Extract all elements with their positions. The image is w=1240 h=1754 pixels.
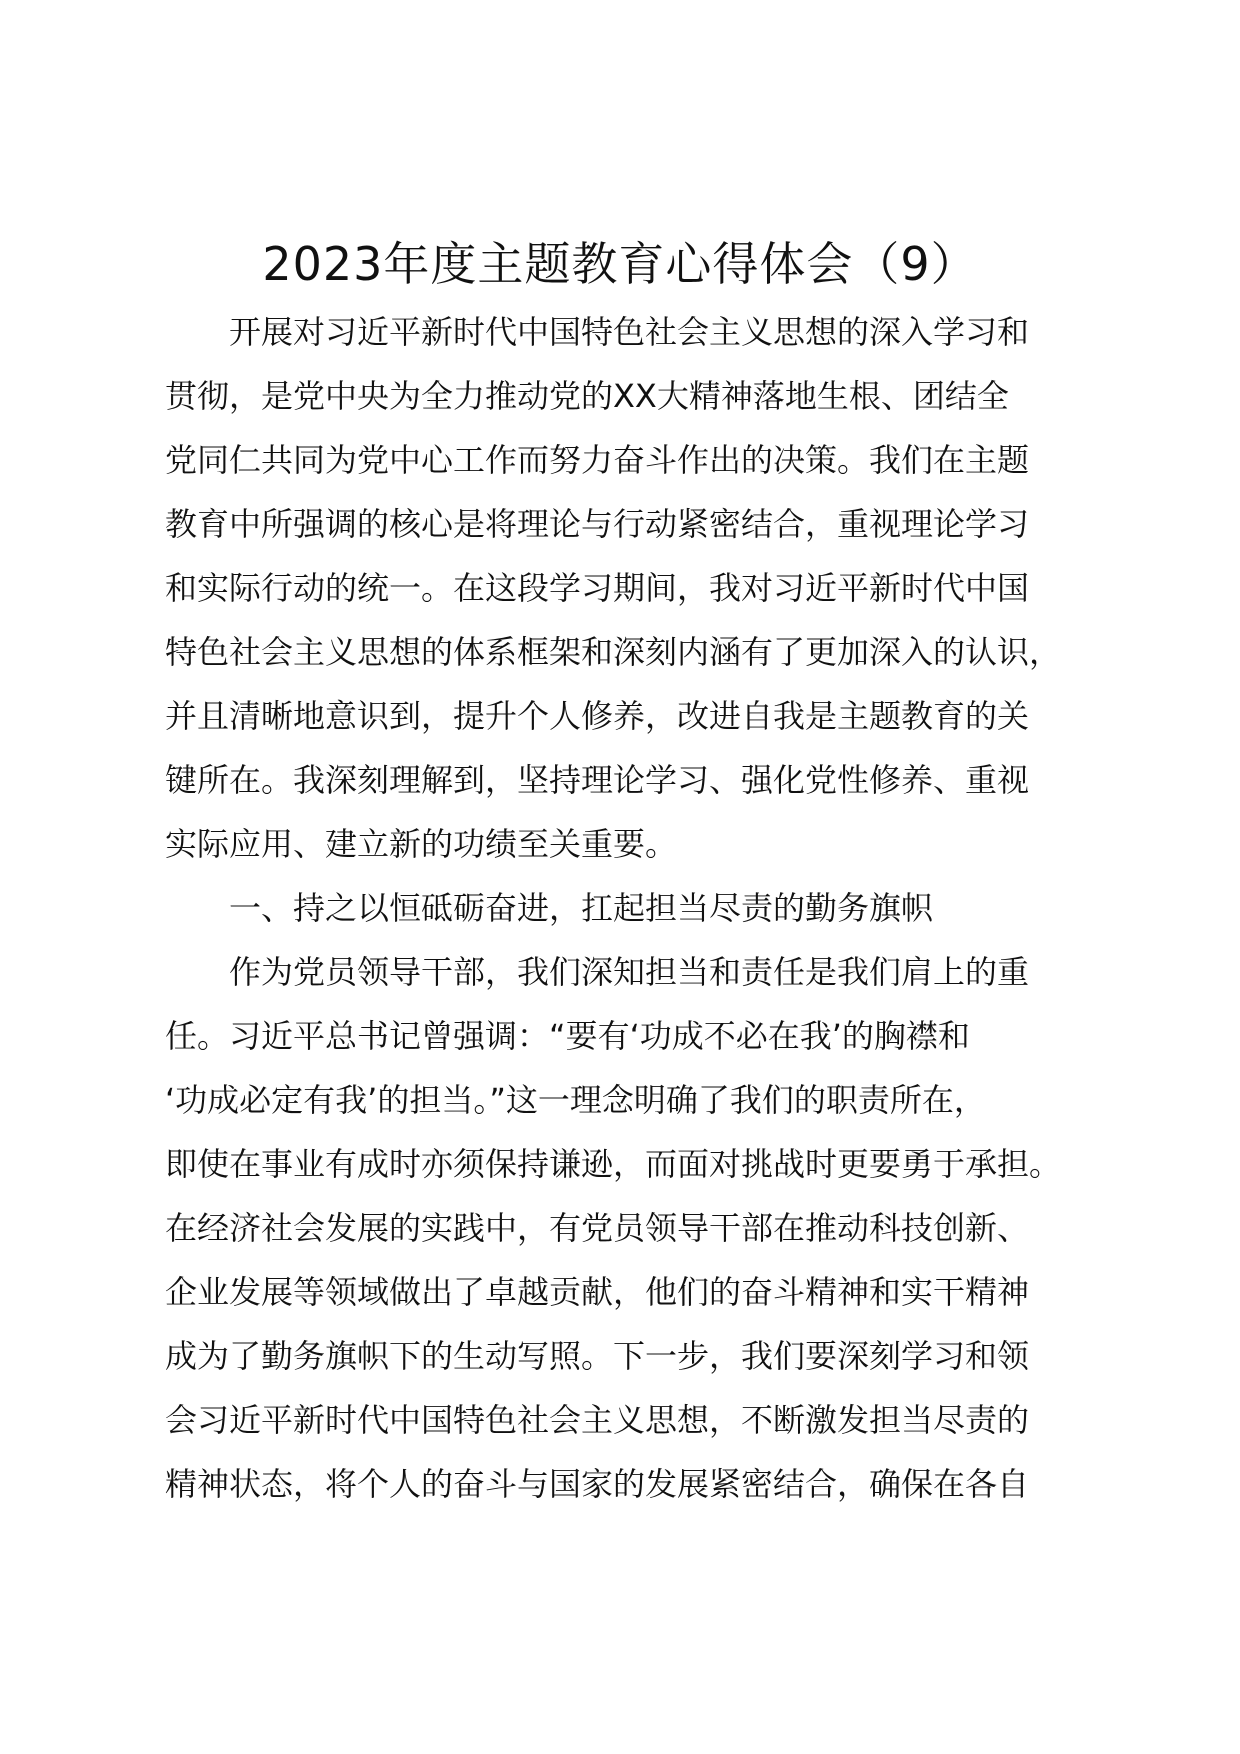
body-line: 并且清晰地意识到，提升个人修养，改进自我是主题教育的关 <box>165 697 1030 735</box>
body-line: ‘功成必定有我’的担当。”这一理念明确了我们的职责所在， <box>165 1081 986 1119</box>
body-line: 即使在事业有成时亦须保持谦逊，而面对挑战时更要勇于承担。 <box>165 1145 1062 1183</box>
document-body <box>165 300 1115 1516</box>
body-line: 在经济社会发展的实践中，有党员领导干部在推动科技创新、 <box>165 1209 1030 1247</box>
section-heading: 一、持之以恒砥砺奋进，扛起担当尽责的勤务旗帜 <box>165 889 934 927</box>
body-line: 企业发展等领域做出了卓越贡献，他们的奋斗精神和实干精神 <box>165 1273 1030 1311</box>
body-line: 精神状态，将个人的奋斗与国家的发展紧密结合，确保在各自 <box>165 1465 1030 1503</box>
body-line: 贯彻，是党中央为全力推动党的XX大精神落地生根、团结全 <box>165 377 1009 415</box>
document-title: 2023年度主题教育心得体会（9） <box>262 237 978 291</box>
body-line: 开展对习近平新时代中国特色社会主义思想的深入学习和 <box>165 313 1030 351</box>
body-line: 键所在。我深刻理解到，坚持理论学习、强化党性修养、重视 <box>165 761 1030 799</box>
body-line: 党同仁共同为党中心工作而努力奋斗作出的决策。我们在主题 <box>165 441 1030 479</box>
body-line: 会习近平新时代中国特色社会主义思想，不断激发担当尽责的 <box>165 1401 1030 1439</box>
body-line: 教育中所强调的核心是将理论与行动紧密结合，重视理论学习 <box>165 505 1030 543</box>
body-line: 作为党员领导干部，我们深知担当和责任是我们肩上的重 <box>165 953 1030 991</box>
body-line: 实际应用、建立新的功绩至关重要。 <box>165 825 678 863</box>
body-line: 任。习近平总书记曾强调：“要有‘功成不必在我’的胸襟和 <box>165 1017 970 1055</box>
body-line: 特色社会主义思想的体系框架和深刻内涵有了更加深入的认识， <box>165 633 1062 671</box>
body-line: 成为了勤务旗帜下的生动写照。下一步，我们要深刻学习和领 <box>165 1337 1030 1375</box>
body-line: 和实际行动的统一。在这段学习期间，我对习近平新时代中国 <box>165 569 1030 607</box>
